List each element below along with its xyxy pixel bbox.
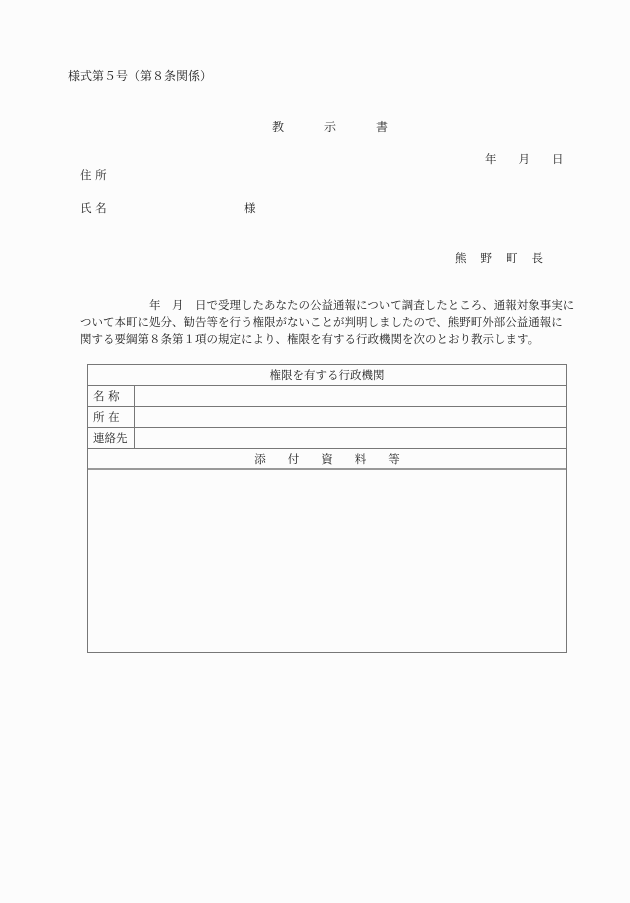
- issuer-char: 長: [531, 251, 543, 265]
- attach-char: 添: [254, 452, 266, 466]
- date-year: 年: [485, 152, 497, 166]
- authority-contact-field[interactable]: [136, 428, 566, 448]
- form-number: 様式第５号（第８条関係）: [68, 69, 213, 83]
- date-day: 日: [552, 152, 564, 166]
- attach-char: 等: [388, 452, 400, 466]
- title-char: 教: [272, 120, 285, 134]
- body-paragraph: [80, 297, 580, 348]
- document-title: [272, 118, 428, 135]
- row-label-location: 所 在: [88, 407, 135, 427]
- issuer: [455, 250, 557, 266]
- table-row: [88, 428, 566, 449]
- attach-char: 資: [321, 452, 333, 466]
- address-label: 住 所: [80, 168, 107, 182]
- table-header: 権限を有する行政機関: [88, 365, 566, 386]
- body-line: 関する要綱第８条第１項の規定により、権限を有する行政機関を次のとおり教示します。: [80, 332, 540, 346]
- attach-char: 料: [354, 452, 367, 466]
- attachments-area[interactable]: [88, 471, 566, 652]
- authority-table: [87, 364, 567, 653]
- row-label-name: 名 称: [88, 386, 135, 406]
- date-line: [485, 151, 586, 167]
- issuer-char: 熊: [455, 251, 467, 265]
- honorific: 様: [244, 201, 256, 215]
- authority-name-field[interactable]: [136, 386, 566, 406]
- authority-location-field[interactable]: [136, 407, 566, 427]
- body-line: 年 月 日で受理したあなたの公益通報について調査したところ、通報対象事実に: [80, 298, 575, 312]
- name-label: 氏 名: [80, 201, 107, 215]
- date-month: 月: [518, 152, 530, 166]
- issuer-char: 町: [506, 251, 518, 265]
- title-char: 書: [376, 120, 389, 134]
- title-char: 示: [324, 120, 337, 134]
- issuer-char: 野: [480, 251, 492, 265]
- body-line: ついて本町に処分、勧告等を行う権限がないことが判明しましたので、熊野町外部公益通報に: [80, 315, 563, 329]
- table-row: [88, 386, 566, 407]
- table-row: [88, 407, 566, 428]
- attachments-header: [88, 449, 566, 470]
- attach-char: 付: [287, 452, 300, 466]
- row-label-contact: 連絡先: [88, 428, 135, 448]
